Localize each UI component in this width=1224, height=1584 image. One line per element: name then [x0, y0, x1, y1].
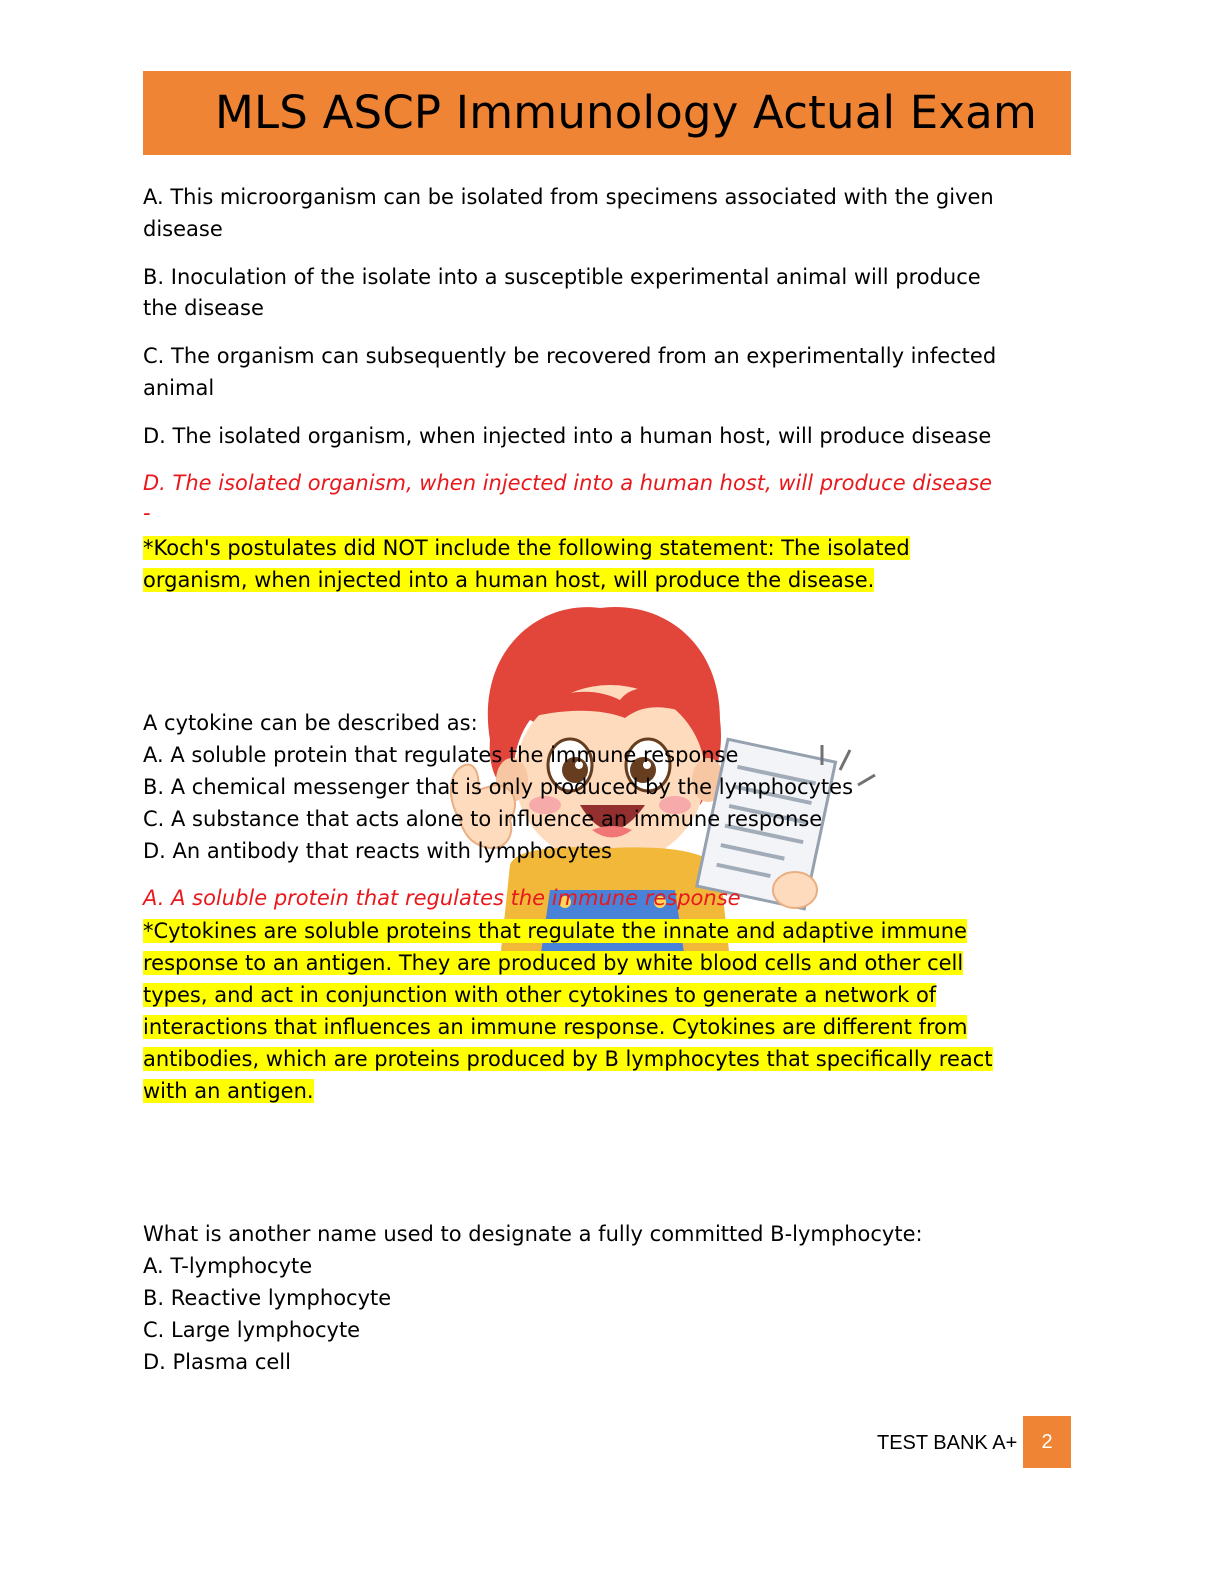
q2-option-d: D. An antibody that reacts with lymphocytes: [143, 839, 612, 863]
q2-explanation-line-5: antibodies, which are proteins produced by B lymphocytes that specifically react: [143, 1047, 993, 1071]
q2-answer: A. A soluble protein that regulates the immune response: [143, 886, 741, 910]
q2-explanation-line-6: with an antigen.: [143, 1079, 314, 1103]
q2-option-c: C. A substance that acts alone to influence an immune response: [143, 807, 823, 831]
page-title: MLS ASCP Immunology Actual Exam: [215, 86, 1037, 139]
q3-stem: What is another name used to designate a fully committed B-lymphocyte:: [143, 1222, 923, 1246]
page-number: 2: [1023, 1416, 1071, 1468]
q1-option-c-line1: C. The organism can subsequently be recovered from an experimentally infected: [143, 344, 997, 368]
q1-answer: D. The isolated organism, when injected into a human host, will produce disease: [143, 471, 993, 495]
q1-option-a-line1: A. This microorganism can be isolated from specimens associated with the given: [143, 185, 994, 209]
q3-option-d: D. Plasma cell: [143, 1350, 291, 1374]
q1-option-c-line2: animal: [143, 376, 215, 400]
q1-option-a-line2: disease: [143, 217, 223, 241]
footer-label: TEST BANK A+: [877, 1432, 1018, 1454]
q1-answer-dash: -: [143, 501, 151, 525]
q2-explanation-line-3: types, and act in conjunction with other cytokines to generate a network of: [143, 983, 937, 1007]
q1-option-b-line2: the disease: [143, 296, 264, 320]
q2-option-b: B. A chemical messenger that is only produced by the lymphocytes: [143, 775, 854, 799]
q2-option-a: A. A soluble protein that regulates the immune response: [143, 743, 739, 767]
q1-explanation-line-1: *Koch's postulates did NOT include the following statement: The isolated: [143, 536, 910, 560]
q2-stem: A cytokine can be described as:: [143, 711, 478, 735]
q2-explanation-line-1: *Cytokines are soluble proteins that regulate the innate and adaptive immune: [143, 919, 967, 943]
q3-option-c: C. Large lymphocyte: [143, 1318, 361, 1342]
q1-explanation-line-2: organism, when injected into a human host, will produce the disease.: [143, 568, 875, 592]
q1-option-b-line1: B. Inoculation of the isolate into a susceptible experimental animal will produce: [143, 265, 981, 289]
q2-explanation-line-4: interactions that influences an immune response. Cytokines are different from: [143, 1015, 968, 1039]
q3-option-a: A. T-lymphocyte: [143, 1254, 313, 1278]
q3-option-b: B. Reactive lymphocyte: [143, 1286, 392, 1310]
header-banner: [143, 71, 1071, 155]
q1-option-d-line1: D. The isolated organism, when injected into a human host, will produce disease: [143, 424, 992, 448]
q2-explanation-line-2: response to an antigen. They are produced by white blood cells and other cell: [143, 951, 964, 975]
